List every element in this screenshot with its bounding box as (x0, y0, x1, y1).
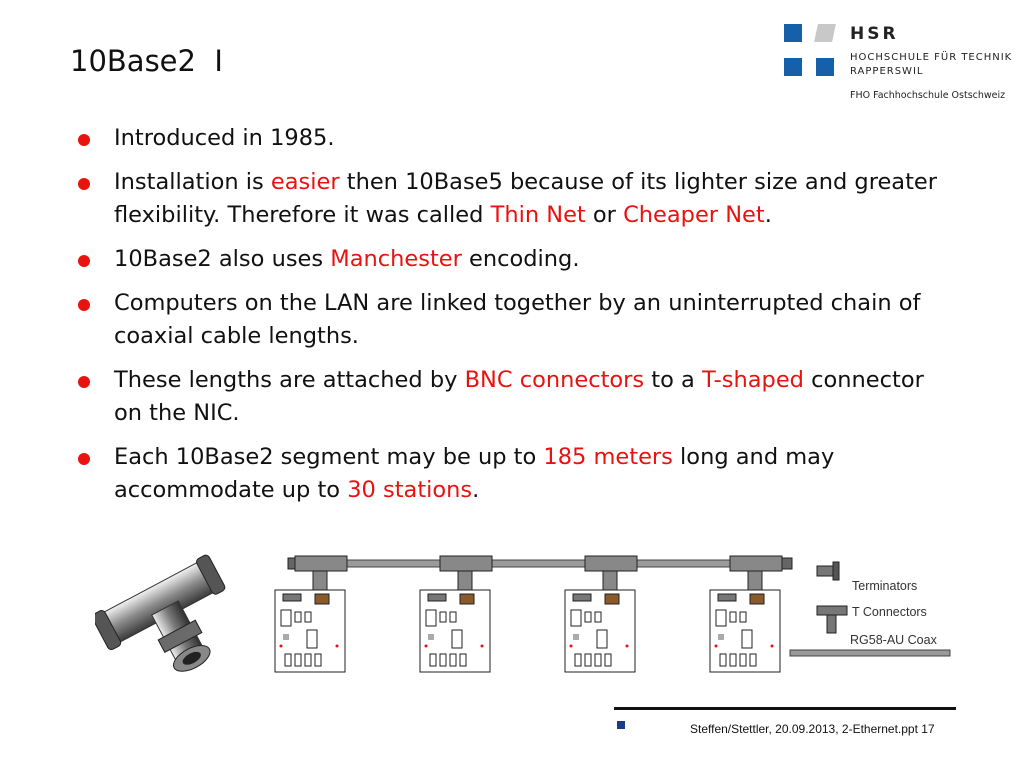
bullet-text: then 10Base5 because of its lighter size and greater flexibility. Therefore it was called (114, 169, 937, 228)
bullet-dot-icon (78, 453, 90, 465)
logo-name: HSR (850, 24, 899, 44)
logo-square (814, 24, 836, 42)
bullet-item (78, 122, 958, 155)
logo-square (784, 58, 802, 76)
logo-square (816, 58, 834, 76)
legend-t-connectors-label: T Connectors (852, 605, 927, 619)
bullet-dot-icon (78, 299, 90, 311)
nic-card (565, 556, 637, 672)
bullet-text: Introduced in 1985. (114, 125, 335, 151)
bullet-dot-icon (78, 134, 90, 146)
nic-card (420, 556, 492, 672)
legend-terminators-label: Terminators (852, 579, 918, 593)
highlighted-text: T-shaped (701, 367, 804, 393)
bullet-text: connector on the NIC. (114, 367, 924, 426)
bullet-item (78, 287, 958, 353)
legend-coax-label: RG58-AU Coax (850, 633, 937, 647)
highlighted-text: 185 meters (543, 444, 673, 470)
bnc-t-connector-image (95, 554, 252, 680)
bullet-item (78, 364, 958, 430)
coax-sample (790, 650, 950, 656)
bullet-item (78, 166, 958, 232)
network-diagram (95, 540, 965, 680)
bullet-dot-icon (78, 255, 90, 267)
bullet-dot-icon (78, 178, 90, 190)
footer-divider (614, 707, 956, 710)
bullet-text: to a (644, 367, 702, 393)
t-connector-icon (817, 606, 847, 633)
bullet-text: or (585, 202, 624, 228)
footer-square-icon (617, 721, 625, 729)
bullet-text: Each 10Base2 segment may be up to (114, 444, 544, 470)
logo-line-2: RAPPERSWIL (850, 66, 924, 77)
bullet-text: 10Base2 also uses (114, 246, 331, 272)
highlighted-text: Thin Net (490, 202, 586, 228)
bullet-text: These lengths are attached by (114, 367, 465, 393)
logo-line-3: FHO Fachhochschule Ostschweiz (850, 90, 1006, 101)
bullet-list (78, 122, 958, 518)
nic-card (275, 556, 347, 672)
hsr-logo (784, 24, 1014, 104)
logo-line-1: HOCHSCHULE FÜR TECHNIK (850, 52, 1013, 63)
highlighted-text: 30 stations (347, 477, 473, 503)
highlighted-text: BNC connectors (464, 367, 645, 393)
highlighted-text: easier (270, 169, 340, 195)
bullet-text: . (764, 202, 772, 228)
slide-title: 10Base2 I (70, 44, 223, 78)
bullet-item (78, 441, 958, 507)
bullet-item (78, 243, 958, 276)
terminator-icon (817, 562, 839, 580)
bullet-text: encoding. (461, 246, 580, 272)
logo-square (784, 24, 802, 42)
coax-backbone (288, 558, 792, 569)
bullet-dot-icon (78, 376, 90, 388)
highlighted-text: Cheaper Net (623, 202, 765, 228)
bullet-text: Computers on the LAN are linked together by an uninterrupted chain of coaxial cable lengths. (114, 290, 921, 349)
nic-card (710, 556, 782, 672)
footer-text: Steffen/Stettler, 20.09.2013, 2-Ethernet.ppt 17 (690, 722, 935, 736)
bullet-text: long and may accommodate up to (114, 444, 835, 503)
bullet-text: . (472, 477, 480, 503)
bullet-text: Installation is (114, 169, 271, 195)
nic-card-group (275, 556, 782, 672)
highlighted-text: Manchester (330, 246, 462, 272)
